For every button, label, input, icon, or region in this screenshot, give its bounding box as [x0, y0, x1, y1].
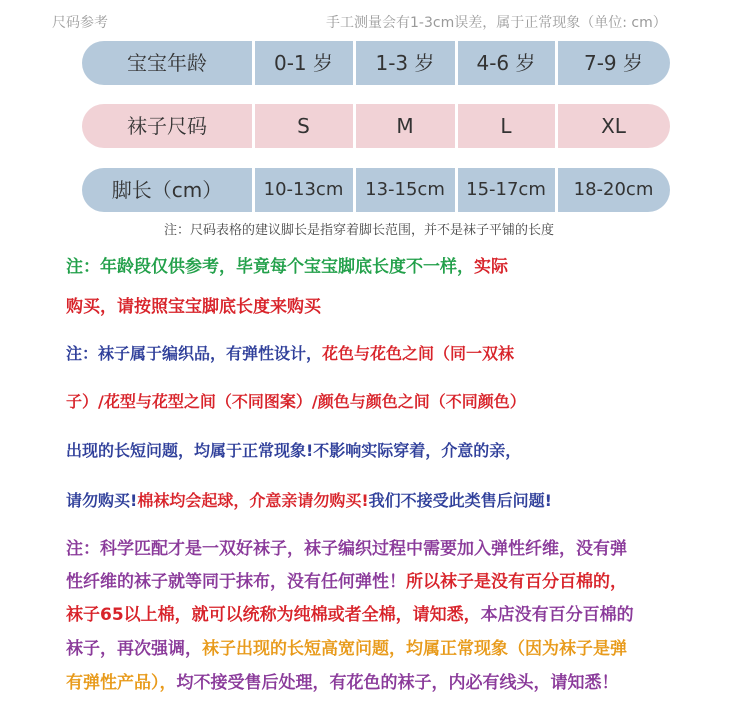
- fiber-note-line-1: 注：科学匹配才是一双好袜子，袜子编织过程中需要加入弹性纤维，没有弹: [66, 539, 627, 559]
- fiber-note-repeat: 袜子，再次强调，: [66, 639, 202, 659]
- age-cell: 7-9 岁: [583, 51, 644, 75]
- fiber-note-line-4: [66, 634, 627, 659]
- age-cell: 0-1 岁: [273, 51, 334, 75]
- knit-note-line-2: 子）/花型与花型之间（不同图案）/颜色与颜色之间（不同颜色）: [66, 392, 526, 411]
- knit-note-line-3: 出现的长短问题，均属于正常现象!不影响实际穿着，介意的亲，: [66, 441, 522, 460]
- size-reference-label: 尺码参考: [52, 15, 108, 31]
- fiber-note-line-2: [66, 567, 627, 592]
- foot-length-cell: 15-17cm: [466, 179, 546, 200]
- fiber-note-emphasis: 所以袜子是没有百分百棉的，: [406, 572, 627, 592]
- fiber-note-text: 性纤维的袜子就等同于抹布，没有任何弹性！: [66, 572, 406, 592]
- age-cell: 4-6 岁: [476, 51, 536, 75]
- foot-length-cell: 18-20cm: [573, 179, 654, 200]
- knit-note-part-a: 请勿购买!: [66, 491, 138, 510]
- sock-size-row: [82, 104, 670, 148]
- size-cell: XL: [601, 114, 626, 138]
- sock-size-row-label: 袜子尺码: [127, 114, 207, 138]
- knit-note-text: 注：袜子属于编织品，有弹性设计，: [66, 344, 323, 363]
- foot-length-cell: 10-13cm: [263, 179, 344, 200]
- age-row-label: 宝宝年龄: [127, 51, 207, 75]
- age-cell: 1-3 岁: [375, 51, 435, 75]
- age-row: [82, 41, 670, 85]
- foot-length-row-label: 脚长（cm）: [111, 178, 223, 202]
- knit-note-line-1: [66, 341, 514, 364]
- knit-note-part-b: 棉袜均会起球，介意亲请勿购买!: [137, 491, 369, 510]
- age-note-text: 注：年龄段仅供参考，毕竟每个宝宝脚底长度不一样，: [66, 257, 474, 277]
- fiber-note-line-5: [66, 668, 619, 693]
- table-footnote: 注：尺码表格的建议脚长是指穿着脚长范围，并不是袜子平铺的长度: [164, 223, 555, 238]
- fiber-note-elastic: 有弹性产品），: [66, 673, 177, 693]
- fiber-note-length: 袜子出现的长短高宽问题，均属正常现象（因为袜子是弹: [202, 639, 627, 659]
- size-cell: L: [500, 114, 512, 138]
- knit-note-part-c: 我们不接受此类售后问题!: [368, 491, 552, 510]
- measurement-tolerance-note: 手工测量会有1-3cm误差，属于正常现象（单位: cm）: [326, 15, 667, 31]
- foot-length-row: [82, 168, 670, 212]
- knit-note-emphasis: 花色与花色之间（同一双袜: [322, 344, 515, 363]
- fiber-note-line-3: [66, 600, 634, 625]
- age-note-emphasis: 实际: [474, 257, 508, 277]
- foot-length-cell: 13-15cm: [365, 179, 445, 200]
- age-note-line-1: [66, 252, 508, 277]
- knit-note-line-4: [66, 488, 552, 511]
- fiber-note-store: 本店没有百分百棉的: [480, 605, 634, 625]
- fiber-note-cotton: 袜子65以上棉，就可以统称为纯棉或者全棉，请知悉，: [66, 605, 481, 625]
- age-note-line-2: 购买，请按照宝宝脚底长度来购买: [66, 297, 321, 317]
- size-cell: S: [297, 114, 310, 138]
- size-cell: M: [396, 114, 414, 138]
- fiber-note-aftersale: 均不接受售后处理，有花色的袜子，内必有线头，请知悉！: [176, 673, 619, 693]
